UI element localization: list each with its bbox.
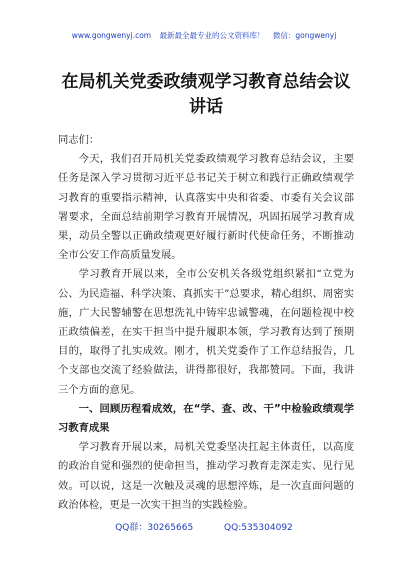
salutation: 同志们： — [58, 134, 100, 146]
footer-contact — [0, 520, 408, 533]
document-body — [58, 131, 354, 515]
body-paragraph: 学习教育开展以来，全市公安机关各级党组织紧扣“立党为公、为民造福、科学决策、真抓实干”总要求，精心组织、周密实施，广大民警辅警在思想洗礼中铸牢忠诚警魂，在问题检视中校正政绩偏差，在实干担当中提升履职本领，学习教育达到了预期目的，取得了扎实成效。刚才，机关党委作了工作总结报告，几个支部也交流了经验做法，讲得都很好，我都赞同。下面，我讲三个方面的意见。 — [58, 268, 354, 396]
site-link[interactable]: www.gongwenyj.com — [71, 31, 152, 40]
site-slogan: 最新最全最专业的公文资料库！ — [159, 31, 265, 40]
qq-group: QQ群：30265665 — [115, 523, 194, 533]
qq-number: QQ:535304092 — [224, 523, 293, 533]
header-banner — [0, 30, 408, 41]
body-paragraph: 今天，我们召开局机关党委政绩观学习教育总结会议，主要任务是深入学习贯彻习近平总书记关于树立和践行正确政绩观学习教育的重要指示精神，认真落实中央和省委、市委有关会议部署要求，全面总结前期学习教育开展情况，巩固拓展学习教育成果，动员全警以正确政绩观更好履行新时代使命任务，不断推动全市公安工作高质量发展。 — [58, 153, 354, 262]
section-heading: 一、回顾历程看成效，在“学、查、改、干”中检验政绩观学习教育成果 — [58, 402, 354, 435]
body-paragraph: 学习教育开展以来，局机关党委坚决扛起主体责任，以高度的政治自觉和强烈的使命担当，推动学习教育走深走实、见行见效。可以说，这是一次触及灵魂的思想淬炼，是一次直面问题的政治体检，更是一次实干担当的实践检验。 — [58, 441, 354, 511]
document-title: 在局机关党委政绩观学习教育总结会议讲话 — [61, 72, 351, 117]
wechat-id: 微信：gongwenyj — [272, 31, 337, 40]
